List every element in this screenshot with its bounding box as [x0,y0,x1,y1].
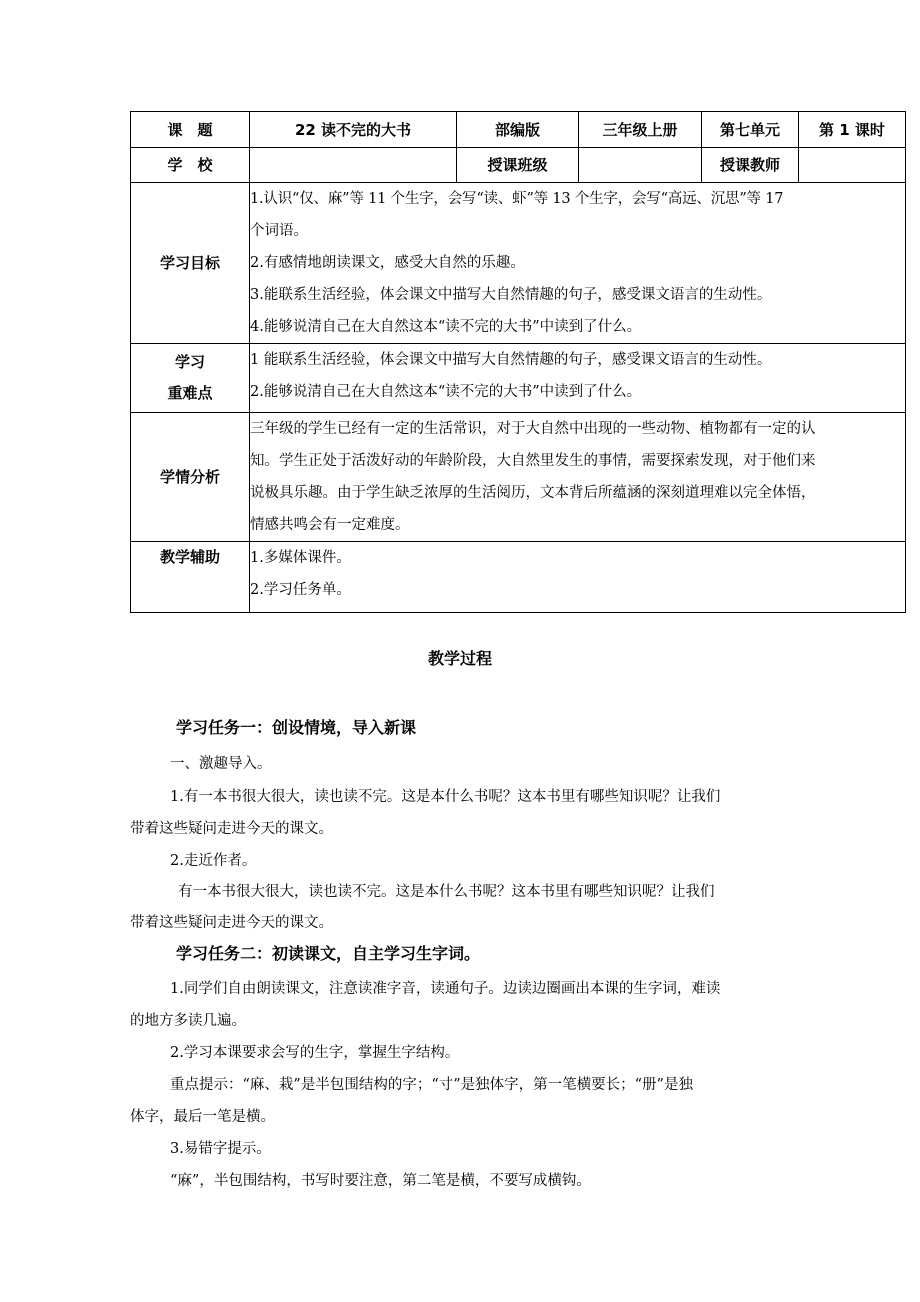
paragraph: “麻”，半包围结构，书写时要注意，第二笔是横，不要写成横钩。 [170,1173,591,1189]
key-points-label-line2: 重难点 [167,384,213,402]
topic-label: 课 题 [131,112,250,148]
school-label: 学 校 [131,148,250,183]
objectives-label: 学习目标 [131,183,250,344]
analysis-line: 说极具乐趣。由于学生缺乏浓厚的生活阅历，文本背后所蕴涵的深刻道理难以完全体悟， [250,485,816,501]
paragraph: 2.学习本课要求会写的生字，掌握生字结构。 [170,1045,460,1061]
key-point-line: 2.能够说清自己在大自然这本“读不完的大书”中读到了什么。 [250,384,642,400]
class-label: 授课班级 [457,148,579,183]
teacher-value [799,148,906,183]
paragraph: 一、激趣导入。 [170,756,272,772]
edition: 部编版 [457,112,579,148]
analysis-line: 三年级的学生已经有一定的生活常识，对于大自然中出现的一些动物、植物都有一定的认 [250,421,816,437]
paragraph: 有一本书很大很大，读也读不完。这是本什么书呢？这本书里有哪些知识呢？让我们 [178,884,715,900]
aid-line: 1.多媒体课件。 [250,550,351,566]
objective-line: 个词语。 [250,223,308,239]
analysis-content [250,413,906,542]
objective-line: 3.能联系生活经验，体会课文中描写大自然情趣的句子，感受课文语言的生动性。 [250,287,772,303]
paragraph: 1.有一本书很大很大，读也读不完。这是本什么书呢？这本书里有哪些知识呢？让我们 [170,789,721,805]
objective-line: 1.认识“仅、麻”等 11 个生字，会写“读、虾”等 13 个生字，会写“高远、沉思”等 17 [250,191,784,207]
paragraph: 的地方多读几遍。 [130,1013,246,1029]
analysis-line: 知。学生正处于活泼好动的年龄阶段，大自然里发生的事情，需要探索发现，对于他们来 [250,453,816,469]
table-row [131,148,906,183]
table-row [131,183,906,344]
paragraph: 体字，最后一笔是横。 [130,1109,275,1125]
table-row [131,344,906,413]
lesson-title: 22 读不完的大书 [250,112,457,148]
key-points-content [250,344,906,413]
paragraph: 带着这些疑问走进今天的课文。 [130,821,333,837]
analysis-label: 学情分析 [131,413,250,542]
objective-line: 4.能够说清自己在大自然这本“读不完的大书”中读到了什么。 [250,319,642,335]
objective-line: 2.有感情地朗读课文，感受大自然的乐趣。 [250,255,525,271]
paragraph: 1.同学们自由朗读课文，注意读准字音，读通句子。边读边圈画出本课的生字词，难读 [170,981,721,997]
analysis-line: 情感共鸣会有一定难度。 [250,517,410,533]
aid-line: 2.学习任务单。 [250,582,351,598]
key-points-label [131,344,250,413]
class-value [579,148,702,183]
grade: 三年级上册 [579,112,702,148]
aids-label: 教学辅助 [131,542,250,613]
paragraph: 带着这些疑问走进今天的课文。 [130,915,333,931]
task-two-heading: 学习任务二：初读课文，自主学习生字词。 [176,944,481,963]
table-row [131,112,906,148]
school-value [250,148,457,183]
key-point-line: 1 能联系生活经验，体会课文中描写大自然情趣的句子，感受课文语言的生动性。 [250,352,772,368]
table-row [131,413,906,542]
aids-content [250,542,906,613]
paragraph: 2.走近作者。 [170,853,257,869]
period: 第 1 课时 [799,112,906,148]
teacher-label: 授课教师 [702,148,799,183]
lesson-info-table [130,111,906,613]
table-row [131,542,906,613]
paragraph: 3.易错字提示。 [170,1141,271,1157]
task-one-heading: 学习任务一：创设情境，导入新课 [176,718,417,737]
key-points-label-line1: 学习 [174,353,205,371]
paragraph: 重点提示：“麻、栽”是半包围结构的字；“寸”是独体字，第一笔横要长；“册”是独 [170,1077,693,1093]
process-title: 教学过程 [427,649,492,668]
objectives-content [250,183,906,344]
unit: 第七单元 [702,112,799,148]
